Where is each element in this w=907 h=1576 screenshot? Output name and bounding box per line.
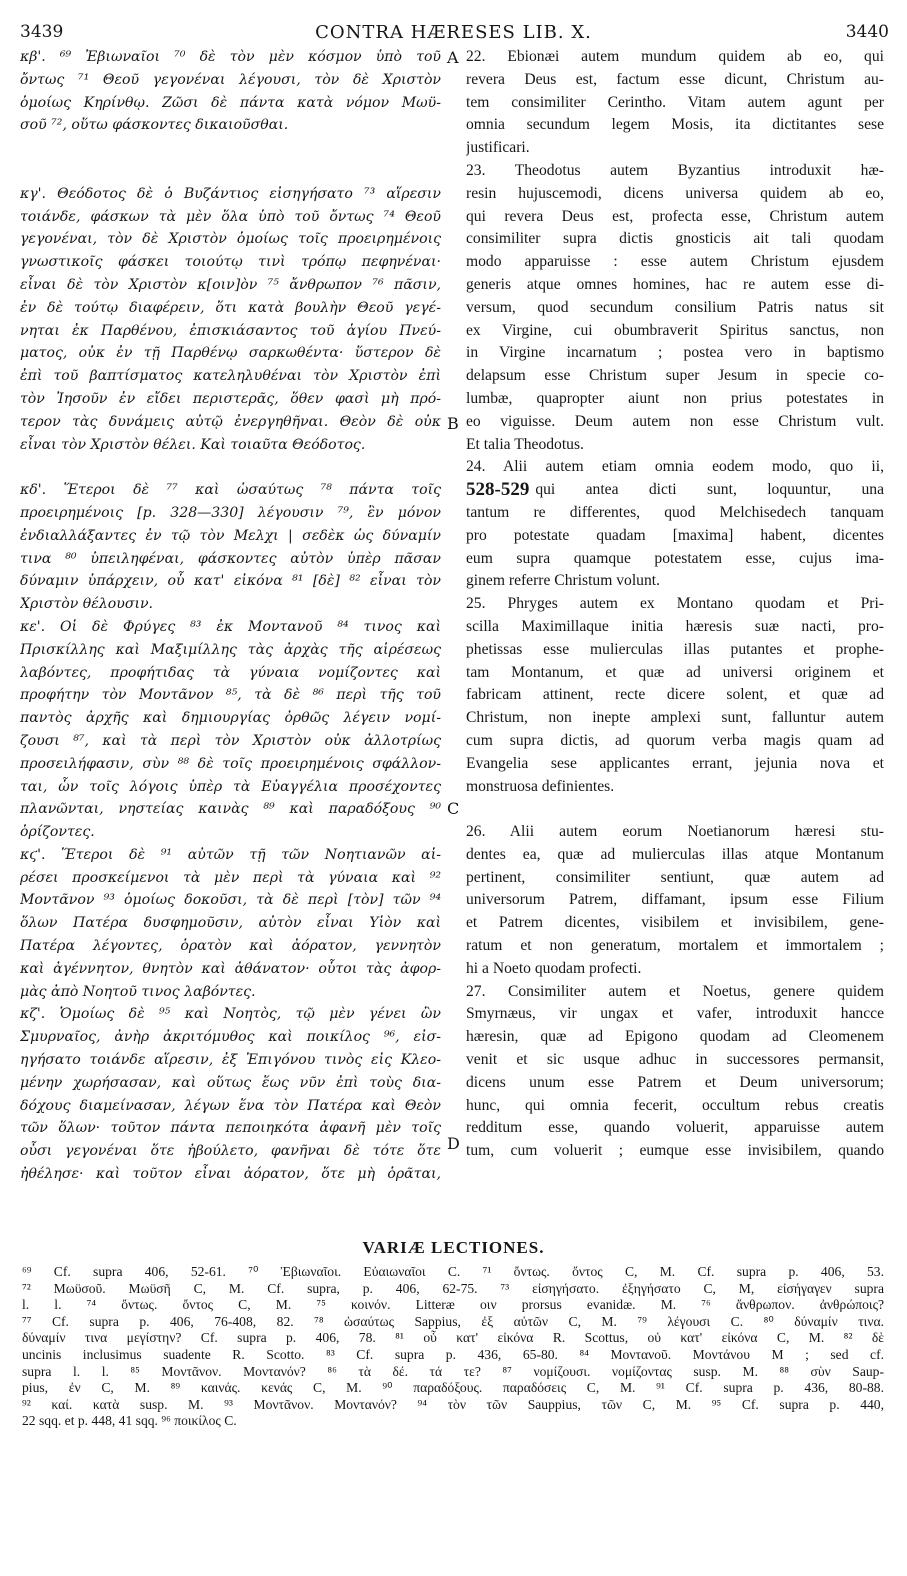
page-number-left: 3439	[20, 22, 64, 42]
greek-line: Χριστὸν θέλουσιν.	[20, 596, 154, 613]
latin-line: lumbæ, quapropter aiunt non prius potestates in	[466, 389, 884, 407]
running-title: CONTRA HÆRESES LIB. X.	[315, 22, 592, 43]
latin-line: generis atque omnes homines, hac re autem esse di-	[466, 275, 884, 293]
column-number-marker: 528-529	[466, 479, 530, 501]
greek-line: τινα ⁸⁰ ὑπειληφέναι, φάσκοντες αὐτὸν ὑπὲρ πᾶσαν	[20, 550, 441, 567]
greek-line: τοιάνδε, φάσκων τὰ μὲν ὅλα ὑπὸ τοῦ ὄντως ⁷⁴ Θεοῦ	[20, 208, 441, 225]
greek-line: εἶναι τὸν Χριστὸν θέλει. Καὶ τοιαῦτα Θεόδοτος.	[20, 436, 366, 453]
latin-line: et Patrem dicentes, visibilem et invisibilem, gene-	[466, 914, 884, 932]
greek-line: Πρισκίλλης καὶ Μαξιμίλλης τὰς ἀρχὰς τῆς αἱρέσεως	[20, 641, 441, 658]
footnote-line: pius, ἐν C, M. ⁸⁹ καινάς. κενάς C, M. ⁹⁰ παραδόξους. παραδόσεις C, M. ⁹¹ Cf. supra p. 436, 80-88.	[22, 1380, 884, 1396]
greek-line: εἶναι δὲ τὸν Χριστὸν κ[οιν]ὸν ⁷⁵ ἄνθρωπον ⁷⁶ πᾶσιν,	[20, 276, 441, 293]
greek-line: προσειλήφασιν, σὺν ⁸⁸ δὲ τοῖς προειρημένοις σφάλλον-	[20, 755, 441, 772]
latin-line: universorum Patrem, diffamant, ipsum esse Filium	[466, 891, 884, 909]
footnote-line: ⁷⁷ Cf. supra p. 406, 76-408, 82. ⁷⁸ ὡσαύτως Sappius, ἐξ αὐτῶν C, M. ⁷⁹ λέγουσι C. ⁸⁰ δύναμίν τινα.	[22, 1313, 884, 1329]
latin-line: tantum re differentes, quod Melchisedech tanquam	[466, 503, 884, 521]
greek-line: κζ'. Ὁμοίως δὲ ⁹⁵ καὶ Νοητὸς, τῷ μὲν γένει ὢν	[20, 1006, 441, 1023]
greek-line: καὶ ἀγέννητον, θνητὸν καὶ ἀθάνατον· οὗτοι τὰς ἀφορ-	[20, 960, 441, 977]
latin-line: ratum et non generatum, mortalem et immortalem ;	[466, 937, 884, 955]
greek-line: ηγήσατο τοιάνδε αἵρεσιν, ἐξ Ἐπιγόνου τινὸς εἰς Κλεο-	[20, 1052, 441, 1069]
latin-line: 24. Alii autem etiam omnia eodem modo, quo ii,	[466, 458, 884, 476]
latin-line: ex Virgine, cui obumbraverit Spiritus sanctus, non	[466, 321, 884, 339]
greek-line: κϛ'. Ἕτεροι δὲ ⁹¹ αὐτῶν τῇ τῶν Νοητιανῶν αἱ-	[20, 846, 441, 863]
greek-line: ἠθέλησε· καὶ τοῦτον εἶναι ἀόρατον, ὅτε μὴ ὁρᾶται,	[20, 1166, 441, 1183]
footnote-line: supra l. l. ⁸⁵ Μοντᾶνον. Μοντανόν? ⁸⁶ τὰ δέ. τά τε? ⁸⁷ νομίζουσι. νομίζοντας susp. M. ⁸⁸ σὺν Saup-	[22, 1363, 884, 1379]
greek-line: ὁρίζοντες.	[20, 824, 95, 841]
latin-line: tam Montanum, et quæ ad universi originem et	[466, 663, 884, 681]
latin-line-text: qui antea dicti sunt, loquuntur, una	[535, 481, 884, 499]
latin-line: Evangelia sese applicantes errant, jejunia nova et	[466, 754, 884, 772]
footnote-line: 22 sqq. et p. 448, 41 sqq. ⁹⁶ ποικίλος C.	[22, 1413, 237, 1429]
greek-line: ὅλων Πατέρα δυσφημοῦσιν, αὐτὸν εἶναι Υἱὸν καὶ	[20, 915, 441, 932]
greek-line: νηται ἐκ Παρθένου, ἐπισκιάσαντος τοῦ ἁγίου Πνεύ-	[20, 322, 441, 339]
greek-line: ται, ὧν τοῖς λόγοις ὑπὲρ τὰ Εὐαγγέλια προσέχοντες	[20, 778, 441, 795]
footnote-line: ⁶⁹ Cf. supra 406, 52-61. ⁷⁰ Ἐβιωναῖοι. Εὐαιωναῖοι C. ⁷¹ ὄντως. ὄντος C, M. Cf. supra p. 406, 53.	[22, 1264, 884, 1279]
greek-line: τὸν Ἰησοῦν ἐν εἴδει περιστερᾶς, ὅθεν φασὶ μὴ πρό-	[20, 390, 441, 407]
latin-line: 25. Phryges autem ex Montano quodam et Pri-	[466, 595, 884, 613]
latin-line: in Virgine incarnatum ; postea vero in baptismo	[466, 344, 884, 362]
greek-line: μὰς ἀπὸ Νοητοῦ τινος λαβόντες.	[20, 983, 256, 1000]
spacer	[20, 160, 441, 183]
latin-line: dicens unum esse Patrem et Deum universorum;	[466, 1073, 884, 1091]
latin-line: omnia secundum legem Mosis, ita dictitantes sese	[466, 116, 884, 134]
latin-line: resin hujuscemodi, dicens universa quidem ab eo,	[466, 184, 884, 202]
latin-line: ginem referre Christum volunt.	[466, 572, 661, 590]
greek-column	[20, 46, 441, 1186]
page-number-right: 3440	[845, 22, 889, 42]
greek-line: κβ'. ⁶⁹ Ἐβιωναῖοι ⁷⁰ δὲ τὸν μὲν κόσμον ὑπὸ τοῦ	[20, 49, 441, 65]
greek-line: παντὸς ἀρχῆς καὶ δημιουργίας ὀρθῶς λέγειν νομί-	[20, 710, 441, 727]
greek-line: ἐπὶ τοῦ βαπτίσματος κατεληλυθέναι τὸν Χριστὸν ἐπὶ	[20, 368, 441, 385]
footnote-line: uncinis inclusimus suadente R. Scotto. ⁸³ Cf. supra p. 436, 65-80. ⁸⁴ Μοντανοῦ. Μοντάνου M ; sed cf.	[22, 1346, 884, 1362]
latin-line: 27. Consimiliter autem et Noetus, genere quidem	[466, 982, 884, 1000]
greek-line: Σμυρναῖος, ἀνὴρ ἀκριτόμυθος καὶ ποικίλος ⁹⁶, εἰσ-	[20, 1029, 441, 1046]
greek-line: προφήτην τὸν Μοντᾶνον ⁸⁵, τὰ δὲ ⁸⁶ περὶ τῆς τοῦ	[20, 687, 441, 704]
footnote-line: ⁷² Μωϋσοῦ. Μωϋσῆ C, M. Cf. supra, p. 406, 62-75. ⁷³ εἰσηγήσατο. ἐξηγήσατο C, M, εἰσήγαγεν supra	[22, 1280, 884, 1296]
footnote-line: l. l. ⁷⁴ ὄντως. ὄντος C, M. ⁷⁵ κοινόν. Litteræ οιν prorsus evanidæ. M. ⁷⁶ ἄνθρωπον. ἀνθρώποις?	[22, 1297, 884, 1313]
greek-line: ματος, οὐκ ἐν τῇ Παρθένῳ σαρκωθέντα· ὕστερον δὲ	[20, 345, 441, 362]
latin-line: dentes ea, quæ ad mulierculas illas atque Montanum	[466, 845, 884, 863]
greek-line: Μοντᾶνον ⁹³ ὁμοίως δοκοῦσι, τὰ δὲ περὶ [τὸν] τῶν ⁹⁴	[20, 892, 441, 909]
latin-line: Et talia Theodotus.	[466, 435, 584, 453]
greek-line: προειρημένοις [p. 328—330] λέγουσιν ⁷⁹, ἓν μόνον	[20, 504, 441, 521]
latin-line: Christum, non inepte amplexi sunt, falluntur autem	[466, 709, 884, 727]
footnote-line: ⁹² καί. κατὰ susp. M. ⁹³ Μοντᾶνον. Μοντανόν? ⁹⁴ τὸν τῶν Sauppius, τῶν C, M. ⁹⁵ Cf. supra p. 440,	[22, 1396, 884, 1412]
latin-line: 22. Ebionæi autem mundum quidem ab eo, qui	[466, 48, 884, 65]
variae-lectiones-heading: VARIÆ LECTIONES.	[362, 1238, 545, 1257]
greek-line: δόχους διαμείνασαν, λέγων ἕνα τὸν Πατέρα καὶ Θεὸν	[20, 1097, 441, 1114]
greek-line: μένην χωρήσασαν, καὶ οὕτως ἕως νῦν ἐπὶ τοὺς δια-	[20, 1074, 441, 1091]
latin-line: cum supra dictis, ad quorum verba magis quam ad	[466, 731, 884, 749]
spacer	[20, 137, 441, 160]
latin-line: phetissas esse mulierculas illas putantes et prophe-	[466, 640, 884, 658]
latin-line: eum supra quamque potestatem esse, cujus ima-	[466, 549, 884, 567]
latin-line: venit et sic usque adhuc in successores permansit,	[466, 1051, 884, 1069]
greek-line: πλανῶνται, νηστείας καινὰς ⁸⁹ καὶ παραδόξους ⁹⁰	[20, 801, 441, 818]
latin-line: modo apparuisse : esse autem Christum ejusdem	[466, 253, 884, 271]
greek-line: ζουσι ⁸⁷, καὶ τὰ περὶ τὸν Χριστὸν οὐκ ἀλλοτρίως	[20, 732, 441, 749]
latin-line: redditum esse, quando voluerit, apparuisse autem	[466, 1119, 884, 1137]
margin-letter-d: D	[447, 1134, 460, 1153]
greek-line: λαβόντες, προφήτιδας τὰ γύναια νομίζοντες καὶ	[20, 664, 441, 681]
greek-line: Πατέρα λέγοντες, ὁρατὸν καὶ ἀόρατον, γεννητὸν	[20, 938, 441, 955]
latin-line: fabricam attinent, recte dicere solent, et quæ ad	[466, 686, 884, 704]
latin-line: delapsum esse Christum super Jesum in specie co-	[466, 367, 884, 385]
latin-column	[466, 46, 884, 1163]
greek-line: γεγονέναι, τὸν δὲ Χριστὸν ὁμοίως τοῖς προειρημένοις	[20, 231, 441, 248]
greek-line: δύναμιν ὑπάρχειν, οὗ κατ' εἰκόνα ⁸¹ [δὲ] ⁸² εἶναι τὸν	[20, 573, 441, 590]
latin-line: versum, quod secundum consilium Patris natus sit	[466, 298, 884, 316]
greek-line: κε'. Οἱ δὲ Φρύγες ⁸³ ἐκ Μοντανοῦ ⁸⁴ τινος καὶ	[20, 618, 441, 635]
latin-line: eo viguisse. Deum autem non esse Christum vult.	[466, 412, 884, 430]
latin-line: monstruosa definientes.	[466, 777, 615, 795]
greek-line: κδ'. Ἕτεροι δὲ ⁷⁷ καὶ ὡσαύτως ⁷⁸ πάντα τοῖς	[20, 482, 441, 499]
greek-line: σοῦ ⁷², οὕτω φάσκοντες δικαιοῦσθαι.	[20, 117, 289, 134]
latin-line: tum, cum voluerit ; eumque esse invisibilem, quando	[466, 1142, 884, 1160]
greek-line: γνωστικοῖς φάσκει τοιούτῳ τινὶ τρόπῳ πεφηνέναι·	[20, 254, 441, 271]
greek-line: ὄντως ⁷¹ Θεοῦ γεγονέναι λέγουσι, τὸν δὲ Χριστὸν	[20, 71, 441, 88]
footnote-line: δύναμίν τινα μεγίστην? Cf. supra p. 406, 78. ⁸¹ οὗ κατ' εἰκόνα R. Scottus, οὐ κατ' εἰκόνα C, M. ⁸² δὲ	[22, 1330, 884, 1346]
latin-line: hæresin, quæ ad Epigono quodam ad Cleomenem	[466, 1028, 884, 1046]
greek-line: τερον τὰς δυνάμεις αὐτῷ ἐνεργηθῆναι. Θεὸν δὲ οὐκ	[20, 413, 441, 430]
latin-line: pertinent, consimiliter sentiunt, quæ autem ad	[466, 868, 884, 886]
greek-line: οὖσι γεγονέναι ὅτε ἠβούλετο, φανῆναι δὲ τότε ὅτε	[20, 1143, 441, 1160]
spacer	[466, 798, 884, 821]
greek-line: ρέσει προσκείμενοι τὰ μὲν περὶ τὰ γύναια καὶ ⁹²	[20, 869, 441, 886]
latin-line	[466, 479, 884, 502]
margin-letter-c: C	[447, 799, 460, 818]
latin-line: scilla Maximillaque initia hæresis suæ nacti, pro-	[466, 617, 884, 635]
spacer	[20, 456, 441, 479]
greek-line: ἐνδιαλλάξαντες ἐν τῷ τὸν Μελχι | σεδὲκ ὡς δύναμίν	[20, 527, 441, 544]
latin-line: justificari.	[466, 139, 530, 157]
latin-line: consimiliter supra dictis gnosticis ait tali quodam	[466, 230, 884, 248]
latin-line: 23. Theodotus autem Byzantius introduxit hæ-	[466, 161, 884, 179]
greek-line: ἐν δὲ τούτῳ διαφέρειν, ὅτι κατὰ βουλὴν Θεοῦ γεγέ-	[20, 299, 441, 316]
greek-line: τῶν ὅλων· τοῦτον πάντα πεποιηκότα ἀφανῆ μὲν τοῖς	[20, 1120, 441, 1137]
latin-line: revera Deus est, factum esse dicunt, Christum au-	[466, 70, 884, 88]
greek-line: ὁμοίως Κηρίνθῳ. Ζῶσι δὲ πάντα κατὰ νόμον Μωϋ-	[20, 94, 441, 111]
latin-line: qui revera Deus est, profecta esse, Christum autem	[466, 207, 884, 225]
latin-line: 26. Alii autem eorum Noetianorum hæresi stu-	[466, 823, 884, 841]
latin-line: tem consimiliter Cerintho. Vitam autem agunt per	[466, 93, 884, 111]
footnotes	[22, 1264, 884, 1430]
latin-line: Smyrnæus, vir ungax et vafer, introduxit hancce	[466, 1005, 884, 1023]
latin-line: hunc, qui omnia fecerit, occultum rebus creatis	[466, 1096, 884, 1114]
running-header	[0, 22, 907, 44]
latin-line: pro potestate quadam [maxima] habent, dicentes	[466, 526, 884, 544]
latin-line: hi a Noeto quodam profecti.	[466, 959, 642, 977]
margin-letter-a: A	[447, 48, 459, 67]
greek-line: κγ'. Θεόδοτος δὲ ὁ Βυζάντιος εἰσηγήσατο ⁷³ αἵρεσιν	[20, 185, 441, 202]
margin-letter-b: B	[447, 414, 459, 433]
